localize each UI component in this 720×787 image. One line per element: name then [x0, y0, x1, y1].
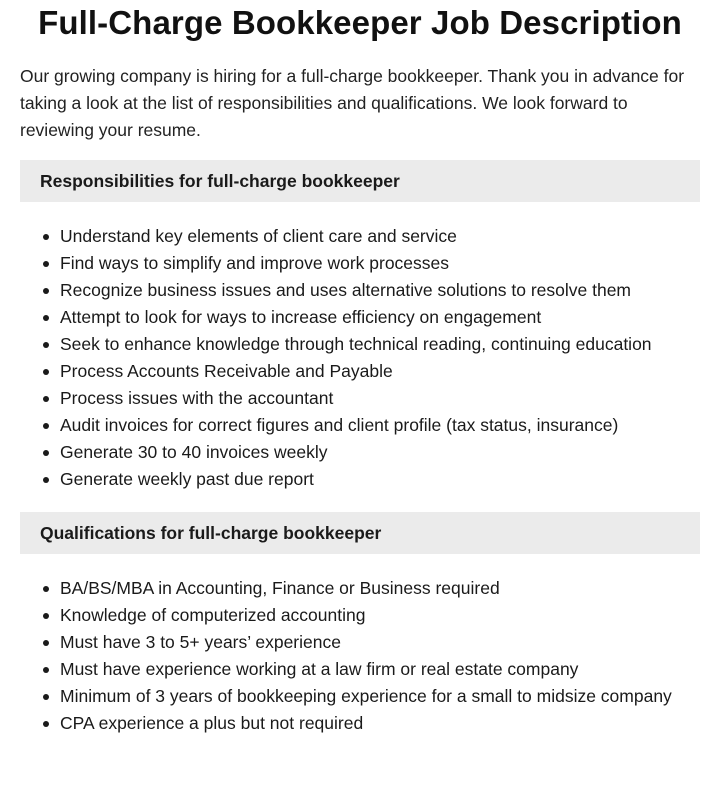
list-item: Find ways to simplify and improve work processes — [60, 250, 700, 277]
list-item: Minimum of 3 years of bookkeeping experience for a small to midsize company — [60, 683, 700, 710]
list-item: Understand key elements of client care and service — [60, 223, 700, 250]
qualifications-heading: Qualifications for full-charge bookkeeper — [20, 512, 700, 554]
list-item: CPA experience a plus but not required — [60, 710, 700, 737]
list-item: Seek to enhance knowledge through technical reading, continuing education — [60, 331, 700, 358]
list-item: Attempt to look for ways to increase efficiency on engagement — [60, 304, 700, 331]
list-item: Must have 3 to 5+ years’ experience — [60, 629, 700, 656]
list-item: Knowledge of computerized accounting — [60, 602, 700, 629]
qualifications-list — [20, 575, 700, 737]
list-item: Recognize business issues and uses alternative solutions to resolve them — [60, 277, 700, 304]
responsibilities-heading: Responsibilities for full-charge bookkeeper — [20, 160, 700, 202]
list-item: Generate weekly past due report — [60, 466, 700, 493]
list-item: Process issues with the accountant — [60, 385, 700, 412]
list-item: BA/BS/MBA in Accounting, Finance or Business required — [60, 575, 700, 602]
list-item: Process Accounts Receivable and Payable — [60, 358, 700, 385]
intro-paragraph: Our growing company is hiring for a full-charge bookkeeper. Thank you in advance for taking a look at the list of responsibilities and qualifications. We look forward to reviewing your resume. — [20, 66, 685, 140]
list-item: Audit invoices for correct figures and client profile (tax status, insurance) — [60, 412, 700, 439]
responsibilities-list — [20, 223, 700, 493]
list-item: Must have experience working at a law firm or real estate company — [60, 656, 700, 683]
list-item: Generate 30 to 40 invoices weekly — [60, 439, 700, 466]
page-title: Full-Charge Bookkeeper Job Description — [38, 4, 682, 41]
